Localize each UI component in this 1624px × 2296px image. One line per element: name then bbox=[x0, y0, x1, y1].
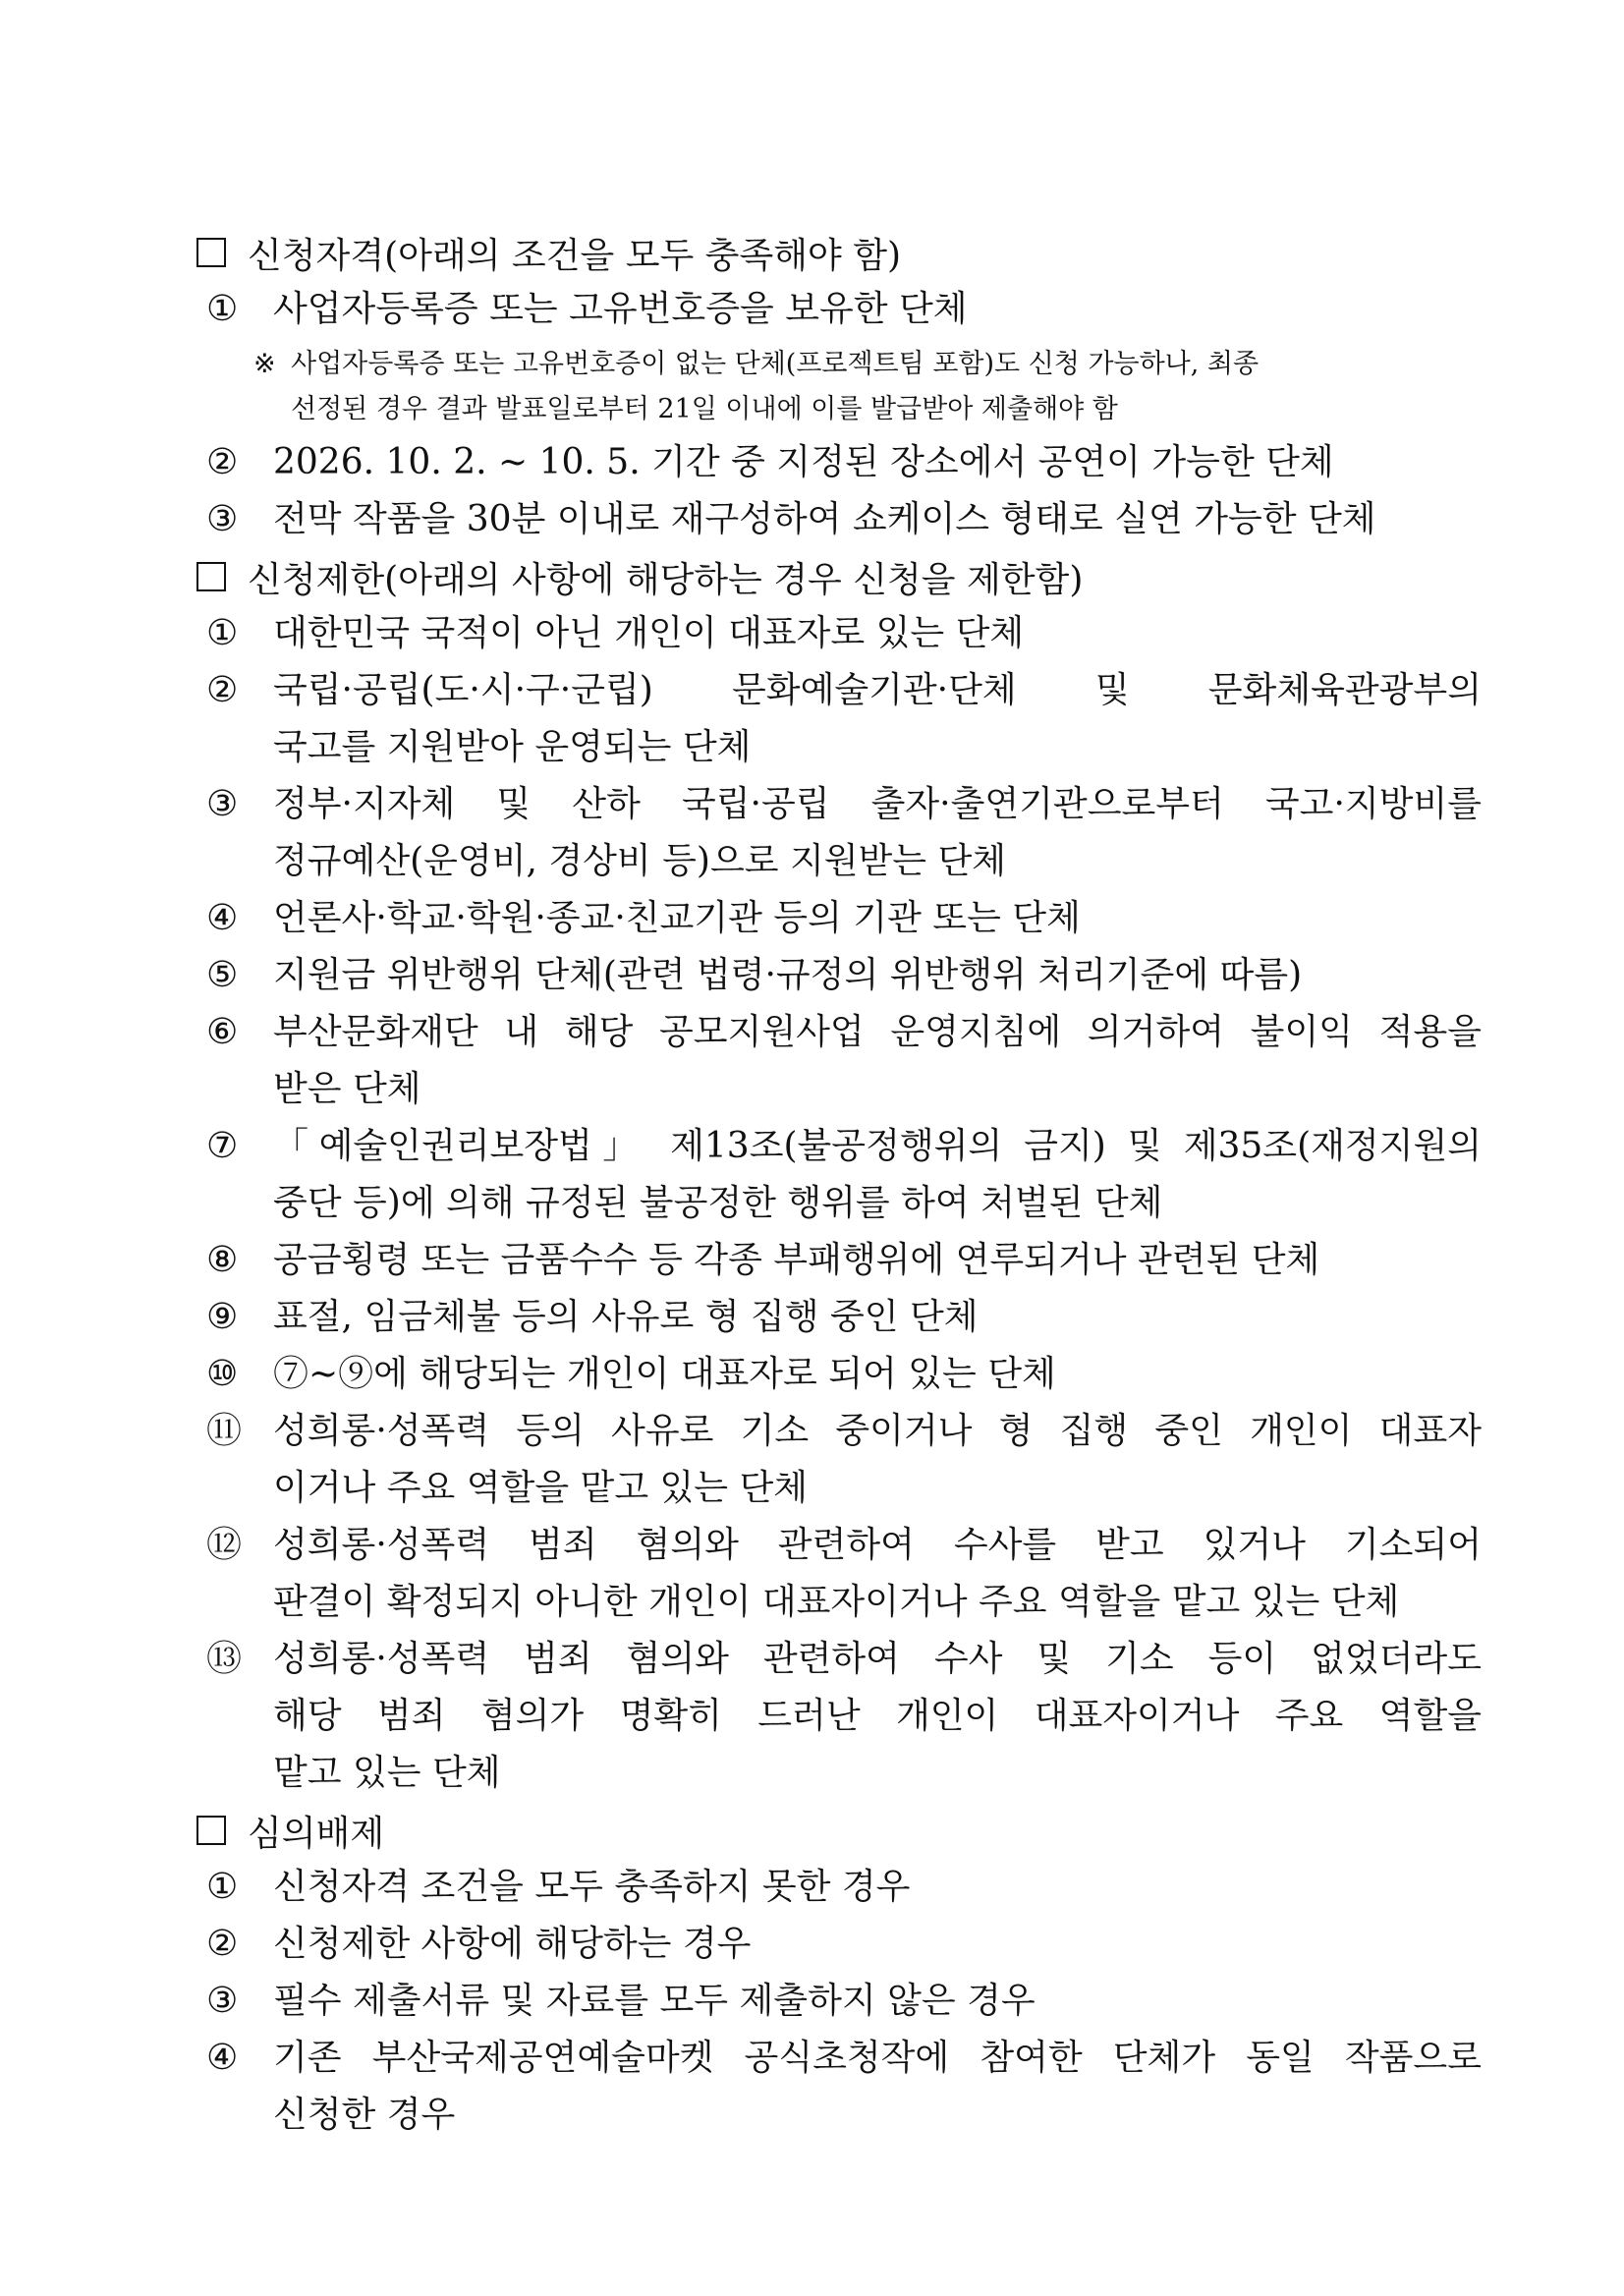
item-line: 신청제한 사항에 해당하는 경우 bbox=[273, 1924, 752, 1964]
eligibility-heading-text: 신청자격(아래의 조건을 모두 충족해야 함) bbox=[248, 235, 902, 276]
item-text bbox=[273, 1232, 1482, 1289]
item-line: 신청자격 조건을 모두 충족하지 못한 경우 bbox=[273, 1867, 911, 1907]
item-number: ② bbox=[206, 442, 239, 482]
item-line: 성희롱·성폭력 등의 사유로 기소 중이거나 형 집행 중인 개인이 대표자 bbox=[273, 1411, 1482, 1451]
note-line: 선정된 경우 결과 발표일로부터 21일 이내에 이를 발급받아 제출해야 함 bbox=[291, 394, 1118, 424]
item-number: ⑩ bbox=[206, 1354, 239, 1394]
checkbox-square-icon bbox=[196, 238, 226, 267]
item-text bbox=[273, 605, 1482, 662]
checkbox-square-icon bbox=[196, 562, 226, 591]
item-text bbox=[273, 1346, 1482, 1403]
item-text bbox=[273, 890, 1482, 947]
item-line: 국립·공립(도·시·구·군립) 문화예술기관·단체 및 문화체육관광부의 bbox=[273, 670, 1482, 710]
item-number: ② bbox=[206, 1924, 239, 1964]
item-line: 성희롱·성폭력 범죄 혐의와 관련하여 수사를 받고 있거나 기소되어 bbox=[273, 1525, 1482, 1565]
item-number: ③ bbox=[206, 784, 239, 824]
item-number: ④ bbox=[206, 898, 239, 938]
item-line: 지원금 위반행위 단체(관련 법령·규정의 위반행위 처리기준에 따름) bbox=[273, 955, 1303, 995]
item-line: 기존 부산국제공연예술마켓 공식초청작에 참여한 단체가 동일 작품으로 bbox=[273, 2038, 1482, 2078]
item-number: ② bbox=[206, 670, 239, 710]
item-number: ① bbox=[206, 613, 239, 653]
item-number: ⑬ bbox=[206, 1639, 243, 1679]
item-line: 맡고 있는 단체 bbox=[273, 1753, 501, 1793]
item-number: ⑫ bbox=[206, 1525, 243, 1565]
item-number: ① bbox=[206, 289, 239, 329]
item-number: ① bbox=[206, 1867, 239, 1907]
item-number: ③ bbox=[206, 1981, 239, 2021]
item-number: ⑦ bbox=[206, 1126, 239, 1166]
item-line: 중단 등)에 의해 규정된 불공정한 행위를 하여 처벌된 단체 bbox=[273, 1183, 1163, 1223]
item-line: 받은 단체 bbox=[273, 1069, 421, 1109]
item-line: 신청한 경우 bbox=[273, 2095, 456, 2135]
item-number: ⑧ bbox=[206, 1240, 239, 1280]
item-text: 전막 작품을 30분 이내로 재구성하여 쇼케이스 형태로 실연 가능한 단체 bbox=[273, 499, 1376, 539]
item-line: 해당 범죄 혐의가 명확히 드러난 개인이 대표자이거나 주요 역할을 bbox=[273, 1696, 1482, 1736]
exclusion-heading-text: 심의배제 bbox=[248, 1813, 385, 1854]
item-line: 대한민국 국적이 아닌 개인이 대표자로 있는 단체 bbox=[273, 613, 1025, 653]
item-text bbox=[273, 1118, 1482, 1232]
item-line: 언론사·학교·학원·종교·친교기관 등의 기관 또는 단체 bbox=[273, 898, 1081, 938]
item-line: 성희롱·성폭력 범죄 혐의와 관련하여 수사 및 기소 등이 없었더라도 bbox=[273, 1639, 1482, 1679]
item-text bbox=[273, 1403, 1482, 1517]
item-text bbox=[273, 1916, 1482, 1973]
item-line: 정부·지자체 및 산하 국립·공립 출자·출연기관으로부터 국고·지방비를 bbox=[273, 784, 1482, 824]
note-mark: ※ bbox=[253, 349, 276, 379]
item-text bbox=[273, 2030, 1482, 2144]
item-line: 표절, 임금체불 등의 사유로 형 집행 중인 단체 bbox=[273, 1297, 979, 1337]
item-line: ⑦~⑨에 해당되는 개인이 대표자로 되어 있는 단체 bbox=[273, 1354, 1056, 1394]
checkbox-square-icon bbox=[196, 1816, 226, 1845]
item-line: 정규예산(운영비, 경상비 등)으로 지원받는 단체 bbox=[273, 841, 1007, 881]
item-text bbox=[273, 1631, 1482, 1802]
eligibility-heading bbox=[196, 224, 901, 281]
item-text bbox=[273, 1973, 1482, 2030]
item-text bbox=[273, 662, 1482, 776]
item-line: 공금횡령 또는 금품수수 등 각종 부패행위에 연루되거나 관련된 단체 bbox=[273, 1240, 1320, 1280]
item-number: ③ bbox=[206, 499, 239, 539]
item-text bbox=[273, 1289, 1482, 1346]
item-line: 「예술인권리보장법」 제13조(불공정행위의 금지) 및 제35조(재정지원의 bbox=[273, 1126, 1482, 1166]
item-number: ⑤ bbox=[206, 955, 239, 995]
item-number: ④ bbox=[206, 2038, 239, 2078]
item-text bbox=[273, 1004, 1482, 1118]
item-text: 사업자등록증 또는 고유번호증을 보유한 단체 bbox=[273, 289, 968, 329]
note-text bbox=[291, 342, 1470, 432]
item-line: 부산문화재단 내 해당 공모지원사업 운영지침에 의거하여 불이익 적용을 bbox=[273, 1012, 1482, 1052]
item-line: 국고를 지원받아 운영되는 단체 bbox=[273, 727, 752, 767]
item-text bbox=[273, 1859, 1482, 1916]
exclusion-heading bbox=[196, 1802, 384, 1859]
item-number: ⑥ bbox=[206, 1012, 239, 1052]
item-number: ⑨ bbox=[206, 1297, 239, 1337]
item-line: 이거나 주요 역할을 맡고 있는 단체 bbox=[273, 1468, 809, 1508]
item-line: 필수 제출서류 및 자료를 모두 제출하지 않은 경우 bbox=[273, 1981, 1036, 2021]
restrictions-heading bbox=[196, 548, 1083, 605]
item-text bbox=[273, 947, 1482, 1004]
note-line: 사업자등록증 또는 고유번호증이 없는 단체(프로젝트팀 포함)도 신청 가능하나, 최종 bbox=[291, 349, 1260, 379]
item-number: ⑪ bbox=[206, 1411, 243, 1451]
item-text bbox=[273, 776, 1482, 890]
item-text bbox=[273, 1517, 1482, 1631]
item-line: 판결이 확정되지 아니한 개인이 대표자이거나 주요 역할을 맡고 있는 단체 bbox=[273, 1582, 1400, 1622]
item-text: 2026. 10. 2. ~ 10. 5. 기간 중 지정된 장소에서 공연이 가능한 단체 bbox=[273, 442, 1334, 482]
restrictions-heading-text: 신청제한(아래의 사항에 해당하는 경우 신청을 제한함) bbox=[248, 559, 1084, 600]
